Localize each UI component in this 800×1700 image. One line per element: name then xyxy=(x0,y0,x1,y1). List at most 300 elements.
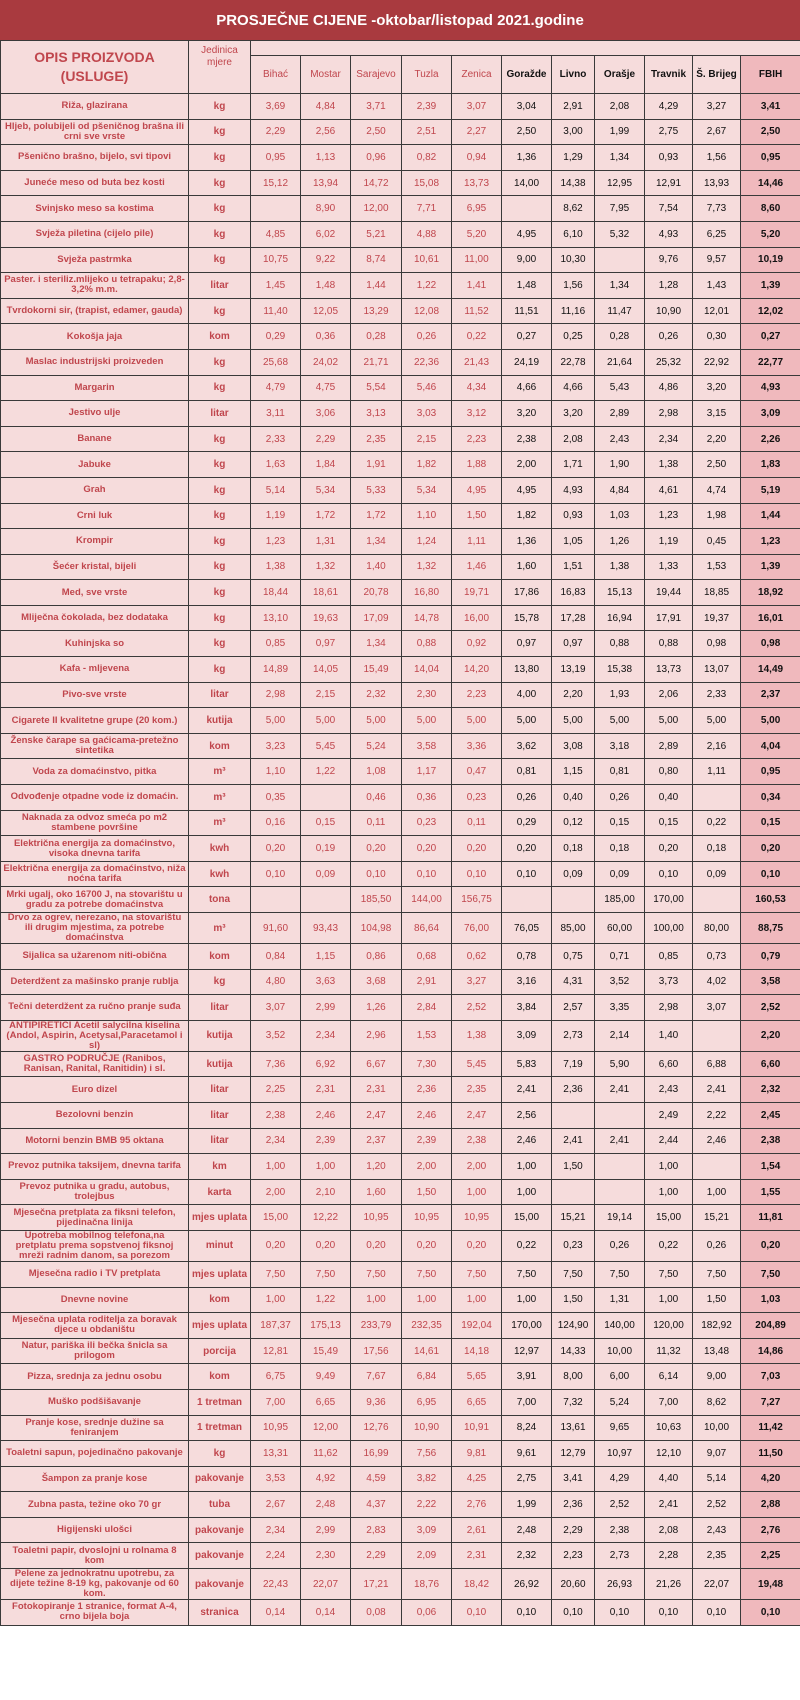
price-cell: 21,64 xyxy=(595,349,645,375)
price-cell: 1,22 xyxy=(402,273,452,299)
price-cell: 2,89 xyxy=(595,401,645,427)
price-cell: 1,98 xyxy=(693,503,741,529)
price-cell: 4,84 xyxy=(595,477,645,503)
header-unit: Jedinica mjere xyxy=(189,41,251,94)
price-cell: 1,00 xyxy=(645,1287,693,1313)
product-description: Prevoz putnika u gradu, autobus, trolejbus xyxy=(1,1179,189,1205)
price-cell: 3,16 xyxy=(502,969,552,995)
price-cell: 1,00 xyxy=(452,1287,502,1313)
unit-of-measure: litar xyxy=(189,1077,251,1103)
price-cell: 26,92 xyxy=(502,1569,552,1600)
price-cell: 5,20 xyxy=(452,221,502,247)
price-cell: 0,16 xyxy=(251,810,301,836)
header-city: Bihać xyxy=(251,56,301,94)
price-cell: 6,60 xyxy=(645,1051,693,1077)
price-cell: 3,06 xyxy=(301,401,351,427)
price-cell: 233,79 xyxy=(351,1313,402,1339)
price-cell: 2,46 xyxy=(402,1102,452,1128)
product-description: Tvrdokorni sir, (trapist, edamer, gauda) xyxy=(1,298,189,324)
price-cell: 8,62 xyxy=(693,1389,741,1415)
price-cell: 1,53 xyxy=(693,554,741,580)
price-cell: 2,44 xyxy=(645,1128,693,1154)
price-cell: 2,10 xyxy=(301,1179,351,1205)
price-cell: 12,22 xyxy=(301,1205,351,1231)
product-description: Motorni benzin BMB 95 oktana xyxy=(1,1128,189,1154)
price-cell: 2,52 xyxy=(693,1492,741,1518)
unit-of-measure: litar xyxy=(189,1102,251,1128)
unit-of-measure: kg xyxy=(189,1441,251,1467)
price-cell: 2,29 xyxy=(552,1517,595,1543)
price-cell: 2,41 xyxy=(595,1077,645,1103)
price-cell: 5,00 xyxy=(552,708,595,734)
price-cell: 0,22 xyxy=(452,324,502,350)
product-description: Svinjsko meso sa kostima xyxy=(1,196,189,222)
price-cell: 85,00 xyxy=(552,913,595,944)
price-cell: 6,95 xyxy=(402,1389,452,1415)
price-cell: 10,95 xyxy=(402,1205,452,1231)
table-row xyxy=(1,1364,800,1390)
price-cell: 1,34 xyxy=(595,145,645,171)
product-description: Šampon za pranje kose xyxy=(1,1466,189,1492)
price-cell: 13,73 xyxy=(645,657,693,683)
price-cell: 2,41 xyxy=(552,1128,595,1154)
product-description: Riža, glazirana xyxy=(1,94,189,120)
price-cell: 7,00 xyxy=(502,1389,552,1415)
price-cell: 0,26 xyxy=(595,785,645,811)
price-cell xyxy=(693,1154,741,1180)
price-cell: 0,78 xyxy=(502,944,552,970)
price-cell: 0,35 xyxy=(251,785,301,811)
price-cell: 2,99 xyxy=(301,1517,351,1543)
price-cell: 3,18 xyxy=(595,733,645,759)
price-cell: 2,00 xyxy=(402,1154,452,1180)
unit-of-measure: 1 tretman xyxy=(189,1415,251,1441)
price-cell: 1,60 xyxy=(351,1179,402,1205)
price-cell: 0,18 xyxy=(693,836,741,862)
price-cell: 0,06 xyxy=(402,1600,452,1626)
fbih-price-cell: 4,04 xyxy=(741,733,800,759)
price-cell: 10,97 xyxy=(595,1441,645,1467)
unit-of-measure: pakovanje xyxy=(189,1466,251,1492)
price-cell: 0,40 xyxy=(552,785,595,811)
table-row xyxy=(1,1466,800,1492)
price-cell: 0,20 xyxy=(502,836,552,862)
price-cell: 2,34 xyxy=(645,426,693,452)
product-description: Krompir xyxy=(1,529,189,555)
price-cell: 1,05 xyxy=(552,529,595,555)
price-cell: 0,10 xyxy=(402,861,452,887)
table-row xyxy=(1,657,800,683)
unit-of-measure: kg xyxy=(189,221,251,247)
price-cell: 11,47 xyxy=(595,298,645,324)
price-cell: 60,00 xyxy=(595,913,645,944)
product-description: Šećer kristal, bijeli xyxy=(1,554,189,580)
price-cell: 0,10 xyxy=(452,1600,502,1626)
price-cell: 0,19 xyxy=(301,836,351,862)
unit-of-measure: kom xyxy=(189,944,251,970)
price-cell: 16,99 xyxy=(351,1441,402,1467)
unit-of-measure: kg xyxy=(189,247,251,273)
price-cell: 9,00 xyxy=(693,1364,741,1390)
price-cell: 1,22 xyxy=(301,1287,351,1313)
unit-of-measure: litar xyxy=(189,1128,251,1154)
price-cell: 13,31 xyxy=(251,1441,301,1467)
price-cell: 1,03 xyxy=(595,503,645,529)
price-cell: 2,14 xyxy=(595,1020,645,1051)
price-cell: 5,00 xyxy=(645,708,693,734)
price-cell: 10,91 xyxy=(452,1415,502,1441)
price-cell: 3,52 xyxy=(595,969,645,995)
table-row xyxy=(1,1415,800,1441)
price-cell: 1,23 xyxy=(645,503,693,529)
price-cell xyxy=(693,1020,741,1051)
table-row xyxy=(1,1313,800,1339)
fbih-price-cell: 5,20 xyxy=(741,221,800,247)
price-cell: 17,21 xyxy=(351,1569,402,1600)
price-cell: 1,56 xyxy=(693,145,741,171)
product-description: Grah xyxy=(1,477,189,503)
product-description: Deterdžent za mašinsko pranje rublja xyxy=(1,969,189,995)
table-row xyxy=(1,1261,800,1287)
price-cell: 0,12 xyxy=(552,810,595,836)
price-cell: 7,36 xyxy=(251,1051,301,1077)
price-cell: 4,79 xyxy=(251,375,301,401)
price-cell: 0,22 xyxy=(502,1230,552,1261)
unit-of-measure: kg xyxy=(189,375,251,401)
price-cell: 0,36 xyxy=(301,324,351,350)
price-cell: 7,50 xyxy=(351,1261,402,1287)
price-cell: 15,49 xyxy=(351,657,402,683)
price-cell: 0,95 xyxy=(251,145,301,171)
price-cell: 7,54 xyxy=(645,196,693,222)
price-cell: 0,84 xyxy=(251,944,301,970)
unit-of-measure: pakovanje xyxy=(189,1543,251,1569)
price-cell: 0,11 xyxy=(351,810,402,836)
price-cell: 120,00 xyxy=(645,1313,693,1339)
price-cell: 2,28 xyxy=(645,1543,693,1569)
price-cell: 2,23 xyxy=(452,682,502,708)
price-cell: 6,95 xyxy=(452,196,502,222)
price-cell: 6,65 xyxy=(452,1389,502,1415)
price-cell: 2,41 xyxy=(645,1492,693,1518)
price-cell: 2,31 xyxy=(452,1543,502,1569)
price-cell: 1,15 xyxy=(552,759,595,785)
price-cell: 3,09 xyxy=(402,1517,452,1543)
price-cell: 1,51 xyxy=(552,554,595,580)
price-cell: 91,60 xyxy=(251,913,301,944)
price-cell: 0,20 xyxy=(301,1230,351,1261)
price-cell: 11,52 xyxy=(452,298,502,324)
table-row xyxy=(1,1077,800,1103)
price-cell: 3,41 xyxy=(552,1466,595,1492)
price-cell: 21,71 xyxy=(351,349,402,375)
fbih-price-cell: 1,39 xyxy=(741,554,800,580)
price-cell: 3,27 xyxy=(693,94,741,120)
price-cell xyxy=(693,785,741,811)
price-cell: 3,53 xyxy=(251,1466,301,1492)
price-cell: 6,00 xyxy=(595,1364,645,1390)
price-cell: 0,10 xyxy=(693,1600,741,1626)
price-cell: 1,19 xyxy=(251,503,301,529)
price-cell: 0,20 xyxy=(645,836,693,862)
fbih-price-cell: 1,83 xyxy=(741,452,800,478)
table-row xyxy=(1,785,800,811)
price-cell: 1,53 xyxy=(402,1020,452,1051)
price-cell: 0,71 xyxy=(595,944,645,970)
price-cell: 5,33 xyxy=(351,477,402,503)
fbih-price-cell: 88,75 xyxy=(741,913,800,944)
price-cell: 2,91 xyxy=(402,969,452,995)
product-description: Ženske čarape sa gaćicama-pretežno sintetika xyxy=(1,733,189,759)
product-description: Toaletni papir, dvoslojni u rolnama 8 kom xyxy=(1,1543,189,1569)
price-cell: 5,34 xyxy=(301,477,351,503)
price-cell: 21,26 xyxy=(645,1569,693,1600)
table-row xyxy=(1,1569,800,1600)
price-cell: 12,01 xyxy=(693,298,741,324)
header-city: Sarajevo xyxy=(351,56,402,94)
price-cell: 16,00 xyxy=(452,605,502,631)
fbih-price-cell: 1,39 xyxy=(741,273,800,299)
price-cell: 16,94 xyxy=(595,605,645,631)
price-cell: 2,23 xyxy=(452,426,502,452)
price-cell: 15,49 xyxy=(301,1338,351,1364)
price-cell: 0,15 xyxy=(595,810,645,836)
unit-of-measure: 1 tretman xyxy=(189,1389,251,1415)
price-cell: 4,29 xyxy=(645,94,693,120)
price-cell: 2,35 xyxy=(693,1543,741,1569)
price-cell xyxy=(595,1102,645,1128)
product-description: Crni luk xyxy=(1,503,189,529)
product-description: Bezolovni benzin xyxy=(1,1102,189,1128)
product-description: Električna energija za domaćinstvo, visoka dnevna tarifa xyxy=(1,836,189,862)
price-cell: 1,82 xyxy=(502,503,552,529)
price-cell: 14,72 xyxy=(351,170,402,196)
price-cell: 1,00 xyxy=(645,1154,693,1180)
price-cell: 2,38 xyxy=(452,1128,502,1154)
price-cell: 4,92 xyxy=(301,1466,351,1492)
table-row xyxy=(1,810,800,836)
price-cell: 76,00 xyxy=(452,913,502,944)
table-row xyxy=(1,1492,800,1518)
price-cell: 0,20 xyxy=(402,1230,452,1261)
price-cell: 2,56 xyxy=(301,119,351,145)
price-cell: 4,59 xyxy=(351,1466,402,1492)
product-description: Fotokopiranje 1 stranice, format A-4, crno bijela boja xyxy=(1,1600,189,1626)
price-cell: 2,38 xyxy=(595,1517,645,1543)
table-row xyxy=(1,682,800,708)
price-cell: 9,57 xyxy=(693,247,741,273)
product-description: Mjesečna radio i TV pretplata xyxy=(1,1261,189,1287)
price-cell: 2,24 xyxy=(251,1543,301,1569)
price-cell: 0,20 xyxy=(251,1230,301,1261)
price-cell: 2,15 xyxy=(301,682,351,708)
price-cell: 7,50 xyxy=(452,1261,502,1287)
price-cell: 2,25 xyxy=(251,1077,301,1103)
price-cell: 2,43 xyxy=(645,1077,693,1103)
price-cell: 2,00 xyxy=(251,1179,301,1205)
unit-of-measure: kg xyxy=(189,298,251,324)
price-cell: 13,73 xyxy=(452,170,502,196)
price-cell: 2,34 xyxy=(251,1517,301,1543)
price-cell: 6,88 xyxy=(693,1051,741,1077)
fbih-price-cell: 1,55 xyxy=(741,1179,800,1205)
price-cell: 2,48 xyxy=(502,1517,552,1543)
price-cell: 7,19 xyxy=(552,1051,595,1077)
table-row xyxy=(1,477,800,503)
unit-of-measure: kutija xyxy=(189,1020,251,1051)
price-cell: 0,20 xyxy=(251,836,301,862)
price-cell: 2,30 xyxy=(402,682,452,708)
price-cell: 2,23 xyxy=(552,1543,595,1569)
table-row xyxy=(1,349,800,375)
fbih-price-cell: 0,79 xyxy=(741,944,800,970)
price-cell: 2,52 xyxy=(595,1492,645,1518)
price-cell: 2,43 xyxy=(595,426,645,452)
header-city: Orašje xyxy=(595,56,645,94)
table-row xyxy=(1,969,800,995)
price-cell: 0,93 xyxy=(552,503,595,529)
price-cell: 1,00 xyxy=(301,1154,351,1180)
price-cell: 9,76 xyxy=(645,247,693,273)
price-cell: 0,15 xyxy=(645,810,693,836)
fbih-price-cell: 1,54 xyxy=(741,1154,800,1180)
price-cell: 18,44 xyxy=(251,580,301,606)
unit-of-measure: kom xyxy=(189,1364,251,1390)
table-row xyxy=(1,554,800,580)
price-cell: 93,43 xyxy=(301,913,351,944)
price-cell: 0,81 xyxy=(502,759,552,785)
price-cell: 14,18 xyxy=(452,1338,502,1364)
fbih-price-cell: 2,26 xyxy=(741,426,800,452)
fbih-price-cell: 11,42 xyxy=(741,1415,800,1441)
price-cell: 2,36 xyxy=(552,1077,595,1103)
price-cell: 12,81 xyxy=(251,1338,301,1364)
unit-of-measure: km xyxy=(189,1154,251,1180)
price-cell: 3,71 xyxy=(351,94,402,120)
price-cell: 7,50 xyxy=(502,1261,552,1287)
fbih-price-cell: 2,76 xyxy=(741,1517,800,1543)
price-cell: 2,46 xyxy=(693,1128,741,1154)
price-cell xyxy=(301,887,351,913)
price-cell: 7,50 xyxy=(693,1261,741,1287)
price-cell: 7,00 xyxy=(251,1389,301,1415)
unit-of-measure: kg xyxy=(189,580,251,606)
price-cell: 14,33 xyxy=(552,1338,595,1364)
price-cell: 2,08 xyxy=(595,94,645,120)
price-cell: 4,95 xyxy=(502,477,552,503)
price-cell: 4,80 xyxy=(251,969,301,995)
price-cell: 2,46 xyxy=(502,1128,552,1154)
fbih-price-cell: 14,49 xyxy=(741,657,800,683)
price-cell: 22,07 xyxy=(301,1569,351,1600)
price-cell: 2,32 xyxy=(351,682,402,708)
price-cell: 1,08 xyxy=(351,759,402,785)
price-cell: 86,64 xyxy=(402,913,452,944)
price-cell: 17,86 xyxy=(502,580,552,606)
price-cell: 2,75 xyxy=(645,119,693,145)
product-description: Toaletni sapun, pojedinačno pakovanje xyxy=(1,1441,189,1467)
price-cell: 8,74 xyxy=(351,247,402,273)
table-row xyxy=(1,401,800,427)
price-cell: 13,93 xyxy=(693,170,741,196)
price-cell: 14,20 xyxy=(452,657,502,683)
price-cell: 9,61 xyxy=(502,1441,552,1467)
price-cell: 1,36 xyxy=(502,145,552,171)
table-row xyxy=(1,1389,800,1415)
product-description: Pranje kose, srednje dužine sa feniranjem xyxy=(1,1415,189,1441)
price-cell: 0,26 xyxy=(693,1230,741,1261)
price-cell: 0,85 xyxy=(251,631,301,657)
price-cell: 3,20 xyxy=(693,375,741,401)
price-cell: 2,50 xyxy=(351,119,402,145)
price-cell: 0,09 xyxy=(301,861,351,887)
fbih-price-cell: 7,50 xyxy=(741,1261,800,1287)
price-cell: 0,85 xyxy=(645,944,693,970)
price-cell: 0,10 xyxy=(645,1600,693,1626)
price-cell: 8,24 xyxy=(502,1415,552,1441)
price-cell: 7,50 xyxy=(595,1261,645,1287)
price-cell: 1,48 xyxy=(502,273,552,299)
price-cell: 4,02 xyxy=(693,969,741,995)
fbih-price-cell: 0,98 xyxy=(741,631,800,657)
price-cell: 17,91 xyxy=(645,605,693,631)
price-cell: 2,34 xyxy=(301,1020,351,1051)
table-row xyxy=(1,247,800,273)
price-cell: 0,94 xyxy=(452,145,502,171)
price-cell: 5,14 xyxy=(251,477,301,503)
price-cell: 6,10 xyxy=(552,221,595,247)
table-row xyxy=(1,605,800,631)
price-cell: 24,02 xyxy=(301,349,351,375)
price-cell: 2,31 xyxy=(351,1077,402,1103)
price-cell: 0,28 xyxy=(351,324,402,350)
price-cell: 0,20 xyxy=(452,1230,502,1261)
unit-of-measure: kg xyxy=(189,631,251,657)
price-cell: 0,10 xyxy=(251,861,301,887)
price-cell: 19,71 xyxy=(452,580,502,606)
price-cell: 3,08 xyxy=(552,733,595,759)
price-cell: 0,81 xyxy=(595,759,645,785)
price-cell: 3,63 xyxy=(301,969,351,995)
price-cell: 1,40 xyxy=(645,1020,693,1051)
unit-of-measure: kg xyxy=(189,529,251,555)
product-description: GASTRO PODRUČJE (Ranibos, Ranisan, Ranital, Ranitidin) i sl. xyxy=(1,1051,189,1077)
unit-of-measure: m³ xyxy=(189,759,251,785)
table-row xyxy=(1,836,800,862)
price-cell: 7,32 xyxy=(552,1389,595,1415)
price-cell: 15,38 xyxy=(595,657,645,683)
price-cell: 1,93 xyxy=(595,682,645,708)
price-cell: 5,00 xyxy=(693,708,741,734)
table-row xyxy=(1,759,800,785)
price-cell xyxy=(595,1154,645,1180)
table-row xyxy=(1,529,800,555)
fbih-price-cell: 2,45 xyxy=(741,1102,800,1128)
table-row xyxy=(1,1020,800,1051)
fbih-price-cell: 3,09 xyxy=(741,401,800,427)
price-cell: 1,00 xyxy=(645,1179,693,1205)
table-row xyxy=(1,426,800,452)
price-cell: 2,50 xyxy=(693,452,741,478)
price-cell: 2,67 xyxy=(251,1492,301,1518)
price-cell: 18,76 xyxy=(402,1569,452,1600)
price-cell: 7,73 xyxy=(693,196,741,222)
price-cell: 2,31 xyxy=(301,1077,351,1103)
price-cell: 4,85 xyxy=(251,221,301,247)
price-cell: 15,00 xyxy=(645,1205,693,1231)
price-cell: 12,79 xyxy=(552,1441,595,1467)
price-cell: 1,56 xyxy=(552,273,595,299)
